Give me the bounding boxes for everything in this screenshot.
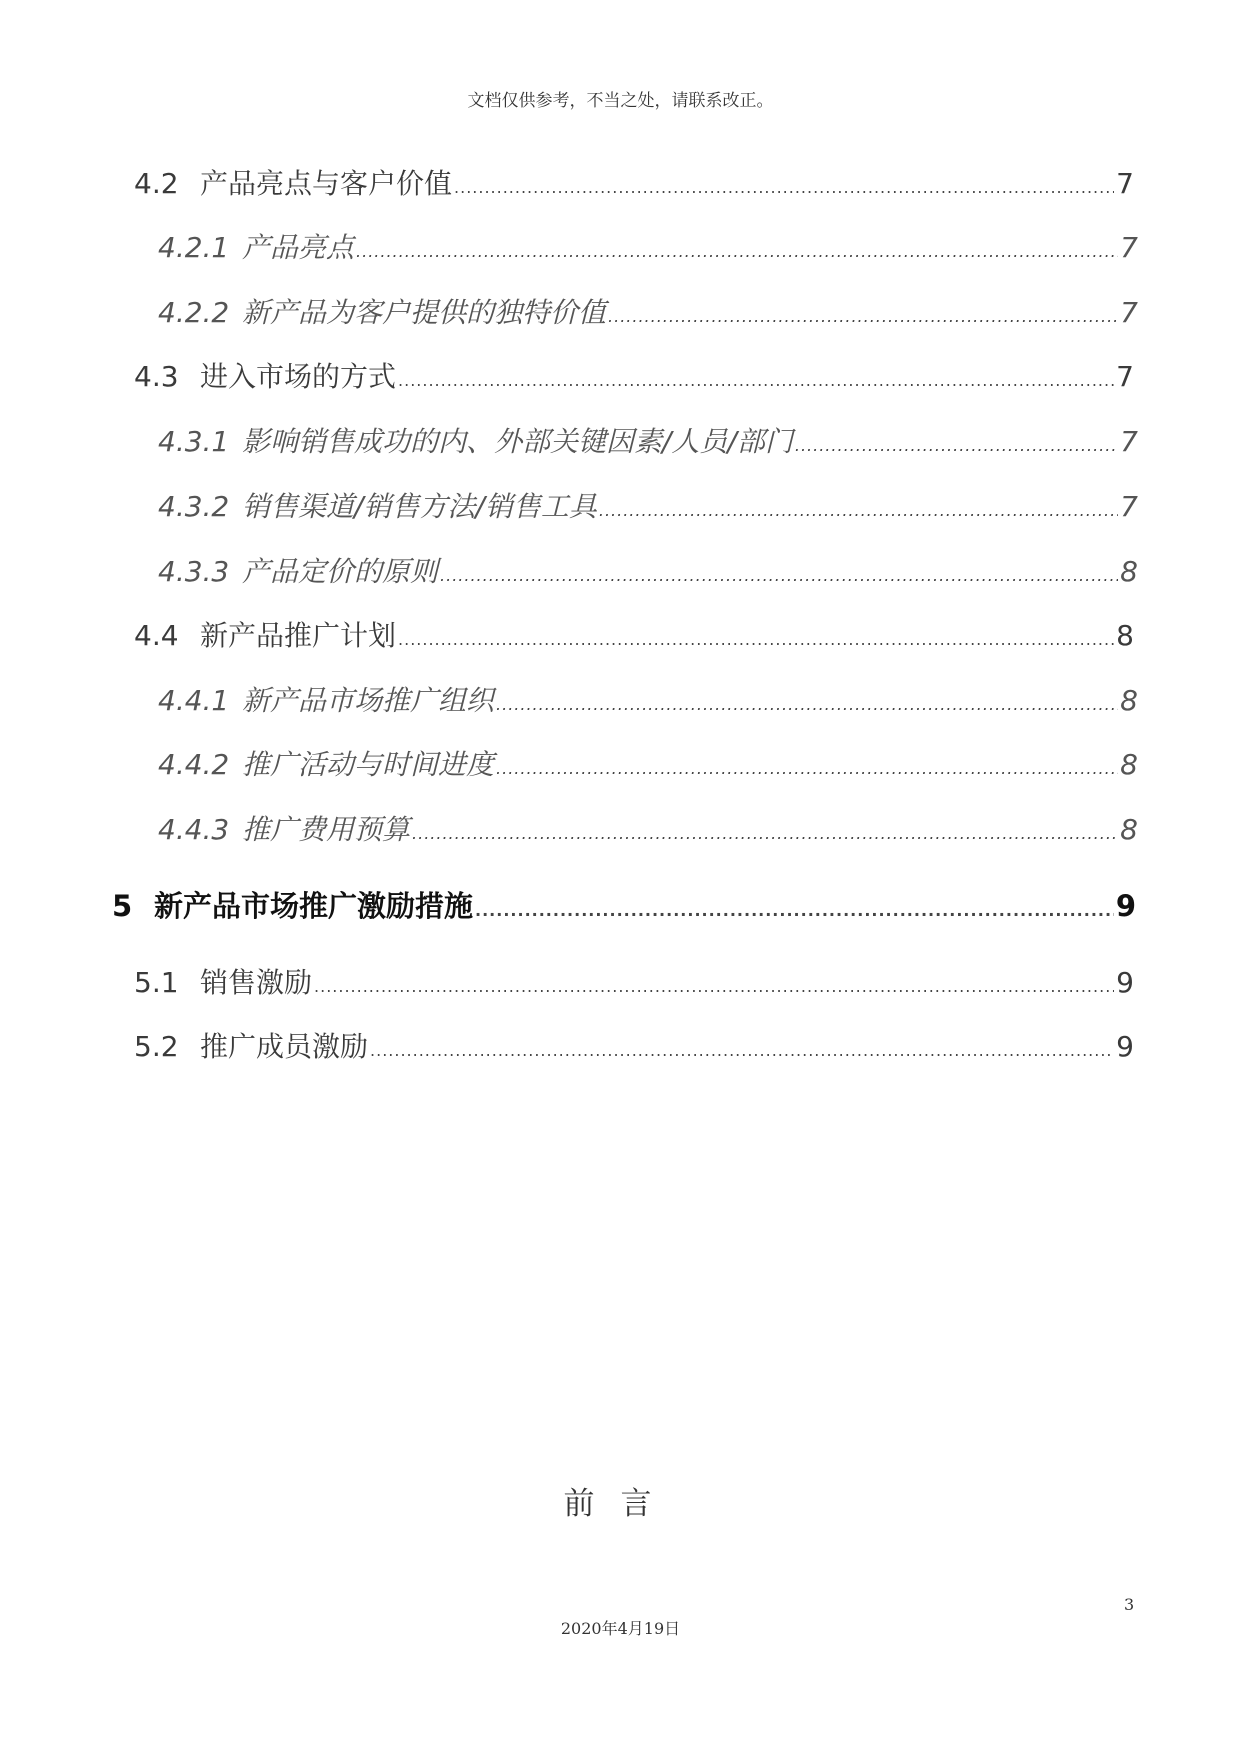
- page-header: 文档仅供参考，不当之处，请联系改正。: [467, 91, 774, 111]
- toc-number: 5: [112, 889, 133, 923]
- toc-leader-dots: [496, 695, 1118, 714]
- toc-number: 4.4.1: [158, 684, 230, 717]
- toc-number: 4.2.1: [158, 231, 230, 264]
- toc-number: 4.4.3: [158, 813, 230, 846]
- toc-page-number: 7: [1116, 360, 1134, 393]
- toc-entry[interactable]: [134, 355, 1134, 395]
- toc-number: 5.2: [134, 1030, 179, 1063]
- toc-page-number: 7: [1116, 167, 1134, 200]
- toc-page-number: 8: [1116, 619, 1134, 652]
- toc-entry[interactable]: [158, 679, 1138, 719]
- toc-title: 新产品市场推广组织: [242, 684, 495, 717]
- page-footer-date: 2020年4月19日: [560, 1619, 681, 1638]
- toc-page-number: 8: [1120, 684, 1138, 717]
- toc-number: 4.4.2: [158, 748, 230, 781]
- preface-heading: 前言: [563, 1486, 678, 1522]
- toc-leader-dots: [475, 901, 1114, 920]
- toc-number: 4.4: [134, 619, 179, 652]
- toc-title: 销售渠道/销售方法/销售工具: [242, 490, 597, 523]
- toc-page-number: 8: [1120, 813, 1138, 846]
- toc-entry[interactable]: [158, 743, 1138, 783]
- toc-leader-dots: [314, 977, 1114, 996]
- toc-leader-dots: [599, 501, 1118, 520]
- toc-entry[interactable]: [112, 884, 1136, 925]
- toc-page-number: 9: [1116, 966, 1134, 999]
- toc-entry[interactable]: [158, 226, 1138, 266]
- toc-entry[interactable]: [134, 162, 1134, 202]
- toc-leader-dots: [795, 436, 1118, 455]
- toc-entry[interactable]: [158, 808, 1138, 848]
- toc-number: 4.3: [134, 360, 179, 393]
- toc-title: 产品亮点: [242, 231, 355, 264]
- toc-title: 产品定价的原则: [242, 555, 439, 588]
- toc-title: 进入市场的方式: [200, 360, 397, 393]
- page-number: 3: [1124, 1595, 1135, 1614]
- toc-page-number: 8: [1120, 748, 1138, 781]
- toc-page-number: 8: [1120, 555, 1138, 588]
- toc-title: 推广成员激励: [200, 1030, 369, 1063]
- toc-page-number: 7: [1120, 425, 1138, 458]
- toc-entry[interactable]: [158, 420, 1138, 460]
- toc-entry[interactable]: [158, 291, 1138, 331]
- toc-leader-dots: [454, 178, 1114, 197]
- toc-entry[interactable]: [134, 614, 1134, 654]
- toc-title: 产品亮点与客户价值: [200, 167, 453, 200]
- toc-title: 推广费用预算: [242, 813, 411, 846]
- toc-entry[interactable]: [134, 1025, 1134, 1065]
- toc-number: 4.2.2: [158, 296, 230, 329]
- toc-title: 新产品为客户提供的独特价值: [242, 296, 607, 329]
- toc-entry[interactable]: [134, 961, 1134, 1001]
- toc-leader-dots: [398, 630, 1114, 649]
- toc-entry[interactable]: [158, 485, 1138, 525]
- toc-title: 影响销售成功的内、外部关键因素/人员/部门: [242, 425, 793, 458]
- toc-number: 4.3.2: [158, 490, 230, 523]
- toc-leader-dots: [608, 307, 1118, 326]
- toc-leader-dots: [370, 1041, 1114, 1060]
- toc-title: 销售激励: [200, 966, 313, 999]
- toc-page-number: 7: [1120, 231, 1138, 264]
- toc-title: 新产品推广计划: [200, 619, 397, 652]
- toc-page-number: 7: [1120, 296, 1138, 329]
- toc-number: 5.1: [134, 966, 179, 999]
- toc-page-number: 7: [1120, 490, 1138, 523]
- toc-leader-dots: [398, 371, 1114, 390]
- toc-number: 4.3.3: [158, 555, 230, 588]
- toc-title: 推广活动与时间进度: [242, 748, 495, 781]
- toc-page-number: 9: [1116, 1030, 1134, 1063]
- toc-leader-dots: [440, 566, 1118, 585]
- toc-leader-dots: [356, 242, 1118, 261]
- toc-number: 4.3.1: [158, 425, 230, 458]
- toc-leader-dots: [496, 759, 1118, 778]
- toc-page-number: 9: [1115, 889, 1136, 923]
- toc-leader-dots: [412, 824, 1118, 843]
- toc-title: 新产品市场推广激励措施: [154, 889, 474, 923]
- toc-number: 4.2: [134, 167, 179, 200]
- toc-entry[interactable]: [158, 550, 1138, 590]
